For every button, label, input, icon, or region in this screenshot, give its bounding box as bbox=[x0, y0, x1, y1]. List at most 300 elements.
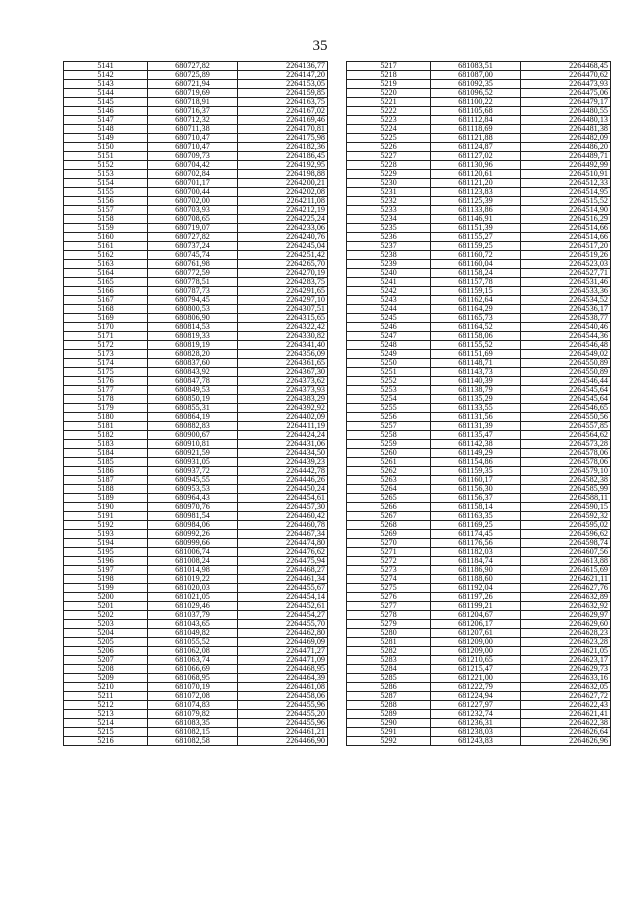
table-row bbox=[347, 656, 611, 665]
table-row bbox=[64, 710, 328, 719]
x-coordinate-cell: 680984,06 bbox=[148, 521, 238, 530]
y-coordinate-cell: 2264471,09 bbox=[238, 656, 328, 665]
point-number-cell: 5170 bbox=[64, 323, 148, 332]
point-number-cell: 5143 bbox=[64, 80, 148, 89]
table-row bbox=[347, 359, 611, 368]
table-row bbox=[64, 467, 328, 476]
point-number-cell: 5223 bbox=[347, 116, 431, 125]
point-number-cell: 5192 bbox=[64, 521, 148, 530]
x-coordinate-cell: 680819,33 bbox=[148, 332, 238, 341]
table-row bbox=[64, 278, 328, 287]
x-coordinate-cell: 681092,35 bbox=[431, 80, 521, 89]
table-row bbox=[347, 323, 611, 332]
table-row bbox=[347, 278, 611, 287]
y-coordinate-cell: 2264455,20 bbox=[238, 710, 328, 719]
point-number-cell: 5264 bbox=[347, 485, 431, 494]
x-coordinate-cell: 680794,45 bbox=[148, 296, 238, 305]
table-row bbox=[64, 431, 328, 440]
table-row bbox=[64, 134, 328, 143]
x-coordinate-cell: 680716,37 bbox=[148, 107, 238, 116]
x-coordinate-cell: 681156,37 bbox=[431, 494, 521, 503]
table-row bbox=[347, 593, 611, 602]
point-number-cell: 5222 bbox=[347, 107, 431, 116]
x-coordinate-cell: 680931,05 bbox=[148, 458, 238, 467]
x-coordinate-cell: 681184,74 bbox=[431, 557, 521, 566]
table-row bbox=[347, 602, 611, 611]
coordinates-table-right bbox=[346, 61, 611, 746]
y-coordinate-cell: 2264468,45 bbox=[521, 62, 611, 71]
table-row bbox=[347, 476, 611, 485]
x-coordinate-cell: 680900,67 bbox=[148, 431, 238, 440]
table-row bbox=[347, 629, 611, 638]
y-coordinate-cell: 2264510,91 bbox=[521, 170, 611, 179]
y-coordinate-cell: 2264598,74 bbox=[521, 539, 611, 548]
table-row bbox=[64, 611, 328, 620]
table-row bbox=[347, 737, 611, 746]
table-row bbox=[347, 557, 611, 566]
x-coordinate-cell: 680787,73 bbox=[148, 287, 238, 296]
y-coordinate-cell: 2264434,50 bbox=[238, 449, 328, 458]
x-coordinate-cell: 681066,69 bbox=[148, 665, 238, 674]
point-number-cell: 5243 bbox=[347, 296, 431, 305]
point-number-cell: 5225 bbox=[347, 134, 431, 143]
y-coordinate-cell: 2264517,20 bbox=[521, 242, 611, 251]
table-row bbox=[347, 314, 611, 323]
y-coordinate-cell: 2264531,46 bbox=[521, 278, 611, 287]
point-number-cell: 5263 bbox=[347, 476, 431, 485]
point-number-cell: 5249 bbox=[347, 350, 431, 359]
point-number-cell: 5159 bbox=[64, 224, 148, 233]
table-row bbox=[64, 701, 328, 710]
x-coordinate-cell: 680800,53 bbox=[148, 305, 238, 314]
x-coordinate-cell: 681188,60 bbox=[431, 575, 521, 584]
point-number-cell: 5227 bbox=[347, 152, 431, 161]
y-coordinate-cell: 2264629,73 bbox=[521, 665, 611, 674]
table-row bbox=[347, 170, 611, 179]
x-coordinate-cell: 680761,98 bbox=[148, 260, 238, 269]
y-coordinate-cell: 2264457,30 bbox=[238, 503, 328, 512]
point-number-cell: 5157 bbox=[64, 206, 148, 215]
x-coordinate-cell: 681186,90 bbox=[431, 566, 521, 575]
y-coordinate-cell: 2264480,55 bbox=[521, 107, 611, 116]
y-coordinate-cell: 2264516,29 bbox=[521, 215, 611, 224]
x-coordinate-cell: 681074,83 bbox=[148, 701, 238, 710]
y-coordinate-cell: 2264454,27 bbox=[238, 611, 328, 620]
table-row bbox=[64, 386, 328, 395]
table-row bbox=[347, 449, 611, 458]
point-number-cell: 5262 bbox=[347, 467, 431, 476]
point-number-cell: 5252 bbox=[347, 377, 431, 386]
x-coordinate-cell: 680992,26 bbox=[148, 530, 238, 539]
x-coordinate-cell: 681154,86 bbox=[431, 458, 521, 467]
y-coordinate-cell: 2264468,95 bbox=[238, 665, 328, 674]
table-row bbox=[347, 215, 611, 224]
table-row bbox=[347, 683, 611, 692]
point-number-cell: 5154 bbox=[64, 179, 148, 188]
y-coordinate-cell: 2264585,99 bbox=[521, 485, 611, 494]
point-number-cell: 5251 bbox=[347, 368, 431, 377]
y-coordinate-cell: 2264460,42 bbox=[238, 512, 328, 521]
table-row bbox=[347, 467, 611, 476]
point-number-cell: 5184 bbox=[64, 449, 148, 458]
y-coordinate-cell: 2264536,17 bbox=[521, 305, 611, 314]
table-row bbox=[347, 530, 611, 539]
x-coordinate-cell: 681158,24 bbox=[431, 269, 521, 278]
point-number-cell: 5173 bbox=[64, 350, 148, 359]
point-number-cell: 5247 bbox=[347, 332, 431, 341]
table-row bbox=[64, 395, 328, 404]
y-coordinate-cell: 2264367,30 bbox=[238, 368, 328, 377]
table-row bbox=[64, 179, 328, 188]
table-row bbox=[347, 341, 611, 350]
point-number-cell: 5214 bbox=[64, 719, 148, 728]
x-coordinate-cell: 681068,95 bbox=[148, 674, 238, 683]
table-row bbox=[64, 620, 328, 629]
y-coordinate-cell: 2264515,52 bbox=[521, 197, 611, 206]
x-coordinate-cell: 680719,69 bbox=[148, 89, 238, 98]
y-coordinate-cell: 2264623,17 bbox=[521, 656, 611, 665]
point-number-cell: 5172 bbox=[64, 341, 148, 350]
y-coordinate-cell: 2264186,45 bbox=[238, 152, 328, 161]
point-number-cell: 5229 bbox=[347, 170, 431, 179]
x-coordinate-cell: 680937,72 bbox=[148, 467, 238, 476]
point-number-cell: 5167 bbox=[64, 296, 148, 305]
x-coordinate-cell: 680837,60 bbox=[148, 359, 238, 368]
point-number-cell: 5193 bbox=[64, 530, 148, 539]
x-coordinate-cell: 681221,00 bbox=[431, 674, 521, 683]
x-coordinate-cell: 681062,08 bbox=[148, 647, 238, 656]
point-number-cell: 5219 bbox=[347, 80, 431, 89]
table-row bbox=[64, 521, 328, 530]
table-row bbox=[64, 71, 328, 80]
x-coordinate-cell: 681163,35 bbox=[431, 512, 521, 521]
point-number-cell: 5148 bbox=[64, 125, 148, 134]
table-row bbox=[347, 188, 611, 197]
y-coordinate-cell: 2264595,02 bbox=[521, 521, 611, 530]
y-coordinate-cell: 2264523,03 bbox=[521, 260, 611, 269]
table-row bbox=[347, 80, 611, 89]
x-coordinate-cell: 680709,73 bbox=[148, 152, 238, 161]
y-coordinate-cell: 2264545,64 bbox=[521, 395, 611, 404]
point-number-cell: 5242 bbox=[347, 287, 431, 296]
y-coordinate-cell: 2264330,82 bbox=[238, 332, 328, 341]
y-coordinate-cell: 2264629,97 bbox=[521, 611, 611, 620]
table-row bbox=[64, 575, 328, 584]
y-coordinate-cell: 2264573,28 bbox=[521, 440, 611, 449]
table-row bbox=[64, 476, 328, 485]
point-number-cell: 5183 bbox=[64, 440, 148, 449]
point-number-cell: 5248 bbox=[347, 341, 431, 350]
x-coordinate-cell: 680711,38 bbox=[148, 125, 238, 134]
point-number-cell: 5259 bbox=[347, 440, 431, 449]
table-row bbox=[64, 404, 328, 413]
point-number-cell: 5275 bbox=[347, 584, 431, 593]
x-coordinate-cell: 680701,17 bbox=[148, 179, 238, 188]
y-coordinate-cell: 2264623,28 bbox=[521, 638, 611, 647]
table-row bbox=[64, 674, 328, 683]
x-coordinate-cell: 680719,07 bbox=[148, 224, 238, 233]
x-coordinate-cell: 681209,00 bbox=[431, 647, 521, 656]
y-coordinate-cell: 2264626,96 bbox=[521, 737, 611, 746]
point-number-cell: 5274 bbox=[347, 575, 431, 584]
table-row bbox=[347, 701, 611, 710]
point-number-cell: 5290 bbox=[347, 719, 431, 728]
y-coordinate-cell: 2264514,66 bbox=[521, 224, 611, 233]
point-number-cell: 5151 bbox=[64, 152, 148, 161]
point-number-cell: 5213 bbox=[64, 710, 148, 719]
y-coordinate-cell: 2264621,41 bbox=[521, 710, 611, 719]
y-coordinate-cell: 2264392,92 bbox=[238, 404, 328, 413]
x-coordinate-cell: 681151,39 bbox=[431, 224, 521, 233]
x-coordinate-cell: 680708,65 bbox=[148, 215, 238, 224]
table-row bbox=[64, 557, 328, 566]
y-coordinate-cell: 2264455,96 bbox=[238, 701, 328, 710]
point-number-cell: 5236 bbox=[347, 233, 431, 242]
point-number-cell: 5266 bbox=[347, 503, 431, 512]
page-number: 35 bbox=[312, 38, 328, 54]
x-coordinate-cell: 681199,21 bbox=[431, 602, 521, 611]
table-row bbox=[64, 530, 328, 539]
point-number-cell: 5160 bbox=[64, 233, 148, 242]
x-coordinate-cell: 681158,06 bbox=[431, 332, 521, 341]
point-number-cell: 5210 bbox=[64, 683, 148, 692]
point-number-cell: 5234 bbox=[347, 215, 431, 224]
point-number-cell: 5186 bbox=[64, 467, 148, 476]
x-coordinate-cell: 681138,79 bbox=[431, 386, 521, 395]
y-coordinate-cell: 2264544,36 bbox=[521, 332, 611, 341]
x-coordinate-cell: 681131,56 bbox=[431, 413, 521, 422]
table-row bbox=[64, 413, 328, 422]
y-coordinate-cell: 2264621,05 bbox=[521, 647, 611, 656]
table-row bbox=[64, 62, 328, 71]
point-number-cell: 5253 bbox=[347, 386, 431, 395]
y-coordinate-cell: 2264615,69 bbox=[521, 566, 611, 575]
point-number-cell: 5231 bbox=[347, 188, 431, 197]
y-coordinate-cell: 2264475,94 bbox=[238, 557, 328, 566]
y-coordinate-cell: 2264613,88 bbox=[521, 557, 611, 566]
point-number-cell: 5202 bbox=[64, 611, 148, 620]
y-coordinate-cell: 2264533,36 bbox=[521, 287, 611, 296]
x-coordinate-cell: 681112,84 bbox=[431, 116, 521, 125]
y-coordinate-cell: 2264167,02 bbox=[238, 107, 328, 116]
x-coordinate-cell: 680981,54 bbox=[148, 512, 238, 521]
table-row bbox=[64, 602, 328, 611]
point-number-cell: 5185 bbox=[64, 458, 148, 467]
table-row bbox=[347, 395, 611, 404]
y-coordinate-cell: 2264461,08 bbox=[238, 683, 328, 692]
y-coordinate-cell: 2264455,70 bbox=[238, 620, 328, 629]
point-number-cell: 5250 bbox=[347, 359, 431, 368]
point-number-cell: 5207 bbox=[64, 656, 148, 665]
x-coordinate-cell: 681118,69 bbox=[431, 125, 521, 134]
x-coordinate-cell: 681020,03 bbox=[148, 584, 238, 593]
point-number-cell: 5165 bbox=[64, 278, 148, 287]
y-coordinate-cell: 2264462,80 bbox=[238, 629, 328, 638]
y-coordinate-cell: 2264546,65 bbox=[521, 404, 611, 413]
table-row bbox=[64, 440, 328, 449]
y-coordinate-cell: 2264489,71 bbox=[521, 152, 611, 161]
x-coordinate-cell: 681072,08 bbox=[148, 692, 238, 701]
point-number-cell: 5280 bbox=[347, 629, 431, 638]
table-row bbox=[347, 611, 611, 620]
point-number-cell: 5245 bbox=[347, 314, 431, 323]
x-coordinate-cell: 680778,51 bbox=[148, 278, 238, 287]
x-coordinate-cell: 681164,29 bbox=[431, 305, 521, 314]
table-row bbox=[64, 332, 328, 341]
x-coordinate-cell: 681006,74 bbox=[148, 548, 238, 557]
y-coordinate-cell: 2264460,78 bbox=[238, 521, 328, 530]
point-number-cell: 5282 bbox=[347, 647, 431, 656]
point-number-cell: 5215 bbox=[64, 728, 148, 737]
y-coordinate-cell: 2264514,95 bbox=[521, 188, 611, 197]
x-coordinate-cell: 680745,74 bbox=[148, 251, 238, 260]
point-number-cell: 5206 bbox=[64, 647, 148, 656]
point-number-cell: 5199 bbox=[64, 584, 148, 593]
x-coordinate-cell: 680910,81 bbox=[148, 440, 238, 449]
x-coordinate-cell: 681146,91 bbox=[431, 215, 521, 224]
x-coordinate-cell: 681174,45 bbox=[431, 530, 521, 539]
point-number-cell: 5145 bbox=[64, 98, 148, 107]
point-number-cell: 5284 bbox=[347, 665, 431, 674]
point-number-cell: 5232 bbox=[347, 197, 431, 206]
point-number-cell: 5226 bbox=[347, 143, 431, 152]
table-row bbox=[347, 458, 611, 467]
y-coordinate-cell: 2264454,61 bbox=[238, 494, 328, 503]
table-row bbox=[347, 260, 611, 269]
x-coordinate-cell: 680953,53 bbox=[148, 485, 238, 494]
point-number-cell: 5158 bbox=[64, 215, 148, 224]
point-number-cell: 5260 bbox=[347, 449, 431, 458]
point-number-cell: 5164 bbox=[64, 269, 148, 278]
point-number-cell: 5171 bbox=[64, 332, 148, 341]
y-coordinate-cell: 2264251,42 bbox=[238, 251, 328, 260]
x-coordinate-cell: 681014,98 bbox=[148, 566, 238, 575]
y-coordinate-cell: 2264424,24 bbox=[238, 431, 328, 440]
table-row bbox=[64, 80, 328, 89]
table-row bbox=[347, 116, 611, 125]
y-coordinate-cell: 2264147,20 bbox=[238, 71, 328, 80]
x-coordinate-cell: 681209,00 bbox=[431, 638, 521, 647]
point-number-cell: 5156 bbox=[64, 197, 148, 206]
point-number-cell: 5144 bbox=[64, 89, 148, 98]
table-row bbox=[347, 638, 611, 647]
x-coordinate-cell: 680945,55 bbox=[148, 476, 238, 485]
y-coordinate-cell: 2264546,48 bbox=[521, 341, 611, 350]
x-coordinate-cell: 681157,78 bbox=[431, 278, 521, 287]
table-row bbox=[64, 296, 328, 305]
table-row bbox=[347, 287, 611, 296]
x-coordinate-cell: 681049,82 bbox=[148, 629, 238, 638]
table-row bbox=[64, 269, 328, 278]
y-coordinate-cell: 2264469,09 bbox=[238, 638, 328, 647]
x-coordinate-cell: 680725,89 bbox=[148, 71, 238, 80]
y-coordinate-cell: 2264540,46 bbox=[521, 323, 611, 332]
point-number-cell: 5244 bbox=[347, 305, 431, 314]
y-coordinate-cell: 2264265,70 bbox=[238, 260, 328, 269]
x-coordinate-cell: 680702,84 bbox=[148, 170, 238, 179]
table-row bbox=[64, 125, 328, 134]
point-number-cell: 5286 bbox=[347, 683, 431, 692]
y-coordinate-cell: 2264467,34 bbox=[238, 530, 328, 539]
point-number-cell: 5149 bbox=[64, 134, 148, 143]
y-coordinate-cell: 2264627,72 bbox=[521, 692, 611, 701]
x-coordinate-cell: 681155,52 bbox=[431, 341, 521, 350]
y-coordinate-cell: 2264373,62 bbox=[238, 377, 328, 386]
y-coordinate-cell: 2264225,24 bbox=[238, 215, 328, 224]
y-coordinate-cell: 2264439,23 bbox=[238, 458, 328, 467]
point-number-cell: 5197 bbox=[64, 566, 148, 575]
y-coordinate-cell: 2264626,64 bbox=[521, 728, 611, 737]
y-coordinate-cell: 2264356,09 bbox=[238, 350, 328, 359]
y-coordinate-cell: 2264564,62 bbox=[521, 431, 611, 440]
table-row bbox=[64, 197, 328, 206]
x-coordinate-cell: 681096,52 bbox=[431, 89, 521, 98]
point-number-cell: 5178 bbox=[64, 395, 148, 404]
point-number-cell: 5142 bbox=[64, 71, 148, 80]
x-coordinate-cell: 680882,83 bbox=[148, 422, 238, 431]
y-coordinate-cell: 2264136,77 bbox=[238, 62, 328, 71]
point-number-cell: 5233 bbox=[347, 206, 431, 215]
x-coordinate-cell: 680855,31 bbox=[148, 404, 238, 413]
y-coordinate-cell: 2264198,88 bbox=[238, 170, 328, 179]
table-row bbox=[347, 440, 611, 449]
x-coordinate-cell: 681087,00 bbox=[431, 71, 521, 80]
point-number-cell: 5174 bbox=[64, 359, 148, 368]
table-row bbox=[347, 224, 611, 233]
x-coordinate-cell: 681160,72 bbox=[431, 251, 521, 260]
y-coordinate-cell: 2264546,44 bbox=[521, 377, 611, 386]
x-coordinate-cell: 681100,22 bbox=[431, 98, 521, 107]
table-row bbox=[64, 224, 328, 233]
x-coordinate-cell: 681165,73 bbox=[431, 314, 521, 323]
point-number-cell: 5240 bbox=[347, 269, 431, 278]
x-coordinate-cell: 681232,74 bbox=[431, 710, 521, 719]
table-row bbox=[64, 107, 328, 116]
x-coordinate-cell: 681207,61 bbox=[431, 629, 521, 638]
y-coordinate-cell: 2264486,20 bbox=[521, 143, 611, 152]
y-coordinate-cell: 2264527,71 bbox=[521, 269, 611, 278]
x-coordinate-cell: 681148,71 bbox=[431, 359, 521, 368]
table-row bbox=[64, 341, 328, 350]
table-row bbox=[347, 71, 611, 80]
x-coordinate-cell: 680702,00 bbox=[148, 197, 238, 206]
point-number-cell: 5196 bbox=[64, 557, 148, 566]
point-number-cell: 5257 bbox=[347, 422, 431, 431]
point-number-cell: 5255 bbox=[347, 404, 431, 413]
y-coordinate-cell: 2264383,29 bbox=[238, 395, 328, 404]
point-number-cell: 5195 bbox=[64, 548, 148, 557]
x-coordinate-cell: 681192,04 bbox=[431, 584, 521, 593]
table-row bbox=[64, 458, 328, 467]
y-coordinate-cell: 2264481,38 bbox=[521, 125, 611, 134]
y-coordinate-cell: 2264492,99 bbox=[521, 161, 611, 170]
table-row bbox=[347, 296, 611, 305]
table-row bbox=[347, 422, 611, 431]
point-number-cell: 5211 bbox=[64, 692, 148, 701]
x-coordinate-cell: 680806,90 bbox=[148, 314, 238, 323]
point-number-cell: 5279 bbox=[347, 620, 431, 629]
point-number-cell: 5283 bbox=[347, 656, 431, 665]
y-coordinate-cell: 2264479,17 bbox=[521, 98, 611, 107]
x-coordinate-cell: 681133,55 bbox=[431, 404, 521, 413]
point-number-cell: 5146 bbox=[64, 107, 148, 116]
point-number-cell: 5285 bbox=[347, 674, 431, 683]
y-coordinate-cell: 2264632,05 bbox=[521, 683, 611, 692]
x-coordinate-cell: 680703,93 bbox=[148, 206, 238, 215]
y-coordinate-cell: 2264153,05 bbox=[238, 80, 328, 89]
point-number-cell: 5168 bbox=[64, 305, 148, 314]
y-coordinate-cell: 2264200,21 bbox=[238, 179, 328, 188]
